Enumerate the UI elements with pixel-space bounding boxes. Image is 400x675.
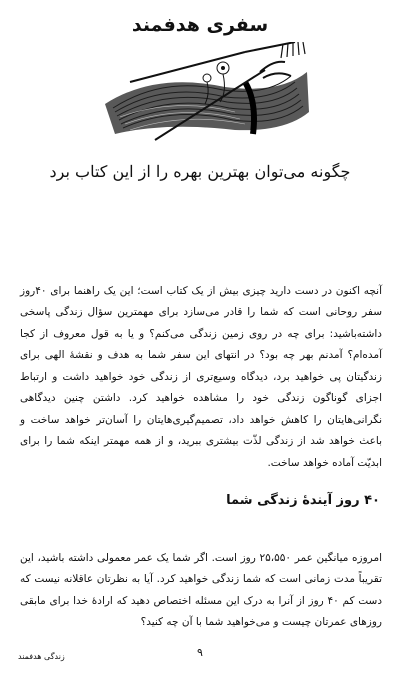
chapter-title: سفری هدفمند: [131, 14, 269, 36]
section-heading: ۴۰ روز آیندهٔ زندگی شما: [226, 493, 380, 508]
footer-book-title: زندگی هدفمند: [18, 652, 65, 661]
page-number: ۹: [197, 646, 203, 659]
section-paragraph: امروزه میانگین عمر ۲۵،۵۵۰ روز است. اگر شما یک عمر معمولی داشته باشید، این تقریباً مدت زمانی است که شما زندگی خواهید کرد. آیا به نظرتان عاقلانه نیست که دست کم ۴۰ روز از آنرا به درک این مسئله اختصاص دهید که ارادهٔ خدا برای مابقی روزهای عمرتان چیست و می‌خواهید شما با آن چه کنید؟: [20, 551, 382, 628]
chapter-subtitle: چگونه می‌توان بهترین بهره را از این کتاب برد: [49, 162, 351, 181]
sheaf-and-pitchfork-icon: [95, 42, 315, 152]
intro-paragraph: آنچه اکنون در دست دارید چیزی بیش از یک کتاب است؛ این یک راهنما برای ۴۰روز سفر روحانی است که شما را قادر می‌سازد برای مهمترین سؤال زندگی پاسخی داشته‌باشید: برای چه در روی زمین زندگی می‌کنم؟ و یا به قول معروف از کجا آمده‌ام؟ آمدنم بهر چه بود؟ در انتهای این سفر شما به هدف و نقشهٔ الهی برای زندگیتان پی خواهید برد، دیدگاه وسیع‌تری از زندگی خود خواهید داشت و ارتباط اجزای گوناگون زندگی خود را مشاهده خواهید کرد. داشتن چنین دیدگاهی نگرانی‌هایتان را کاهش خواهد داد، تصمیم‌گیری‌هایتان را آسان‌تر خواهد ساخت و باعث خواهد شد از زندگی لذّت بیشتری ببرید، و از همه مهمتر اینکه شما را برای ابدیّت آماده خواهد ساخت.: [20, 284, 382, 469]
